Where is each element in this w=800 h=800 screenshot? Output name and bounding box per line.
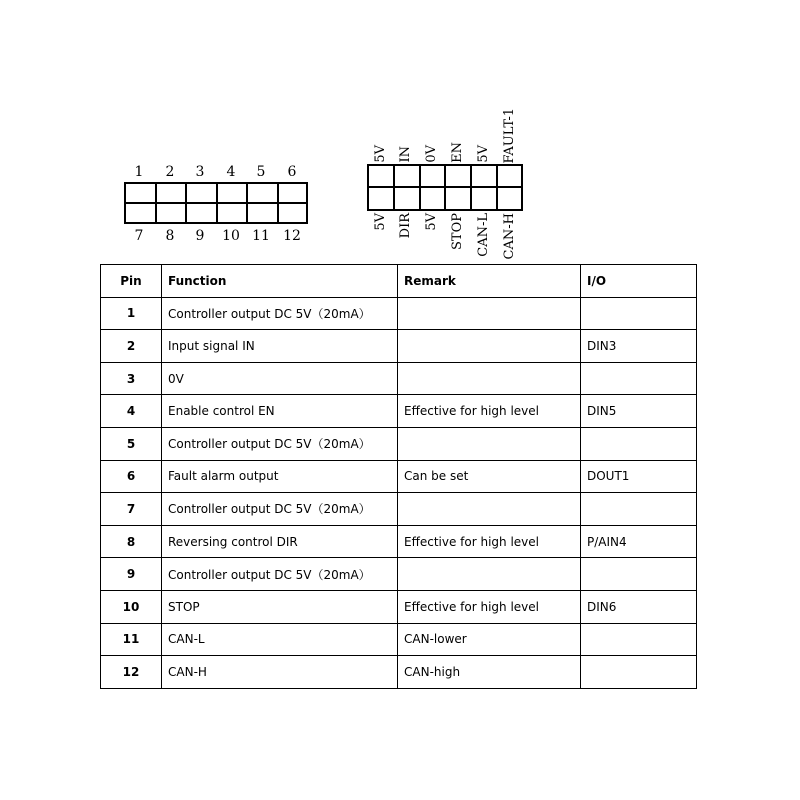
cell-function: CAN-L: [162, 623, 398, 656]
table-row: [101, 460, 697, 493]
pin-definition-table: [100, 264, 697, 689]
cell-remark: Effective for high level: [398, 525, 581, 558]
header-pin: Pin: [101, 265, 162, 298]
header-remark: Remark: [398, 265, 581, 298]
pin-cell-1: [124, 182, 157, 204]
pin-number-3: 3: [195, 164, 205, 180]
signal-cell-4: [444, 164, 472, 188]
cell-function: Fault alarm output: [162, 460, 398, 493]
cell-function: Reversing control DIR: [162, 525, 398, 558]
table-row: [101, 330, 697, 363]
signal-cell-10: [444, 186, 472, 211]
cell-pin: 2: [101, 330, 162, 363]
cell-function: Controller output DC 5V（20mA）: [162, 427, 398, 460]
signal-cell-1: [367, 164, 395, 188]
pin-cell-10: [216, 202, 248, 224]
cell-remark: [398, 427, 581, 460]
cell-pin: 12: [101, 656, 162, 689]
table-row: [101, 558, 697, 591]
signal-label-fault-1: FAULT-1: [502, 107, 517, 163]
cell-remark: [398, 330, 581, 363]
cell-function: Enable control EN: [162, 395, 398, 428]
pin-cell-12: [277, 202, 308, 224]
cell-io: DIN6: [581, 590, 697, 623]
signal-label-can-l: CAN-L: [476, 213, 491, 257]
cell-remark: CAN-lower: [398, 623, 581, 656]
cell-pin: 4: [101, 395, 162, 428]
pin-cell-4: [216, 182, 248, 204]
table-row: [101, 525, 697, 558]
pin-number-5: 5: [256, 164, 266, 180]
cell-function: Input signal IN: [162, 330, 398, 363]
cell-io: DIN5: [581, 395, 697, 428]
table-row: [101, 623, 697, 656]
header-io: I/O: [581, 265, 697, 298]
cell-io: [581, 362, 697, 395]
cell-remark: Can be set: [398, 460, 581, 493]
cell-io: [581, 297, 697, 330]
pin-cell-6: [277, 182, 308, 204]
pin-number-4: 4: [226, 164, 236, 180]
pin-number-2: 2: [165, 164, 175, 180]
cell-io: [581, 427, 697, 460]
table-row: [101, 493, 697, 526]
cell-function: Controller output DC 5V（20mA）: [162, 493, 398, 526]
cell-io: DIN3: [581, 330, 697, 363]
signal-cell-6: [496, 164, 523, 188]
signal-label-5v-top-1: 5V: [373, 145, 388, 163]
cell-pin: 5: [101, 427, 162, 460]
pin-cell-5: [246, 182, 279, 204]
table-row: [101, 427, 697, 460]
cell-remark: Effective for high level: [398, 590, 581, 623]
table-row: [101, 362, 697, 395]
cell-function: CAN-H: [162, 656, 398, 689]
signal-label-5v-bottom-1: 5V: [373, 213, 388, 231]
cell-io: DOUT1: [581, 460, 697, 493]
cell-io: [581, 493, 697, 526]
pin-cell-2: [155, 182, 187, 204]
signal-label-dir: DIR: [398, 213, 413, 239]
cell-pin: 8: [101, 525, 162, 558]
cell-remark: CAN-high: [398, 656, 581, 689]
signal-cell-12: [496, 186, 523, 211]
cell-remark: [398, 558, 581, 591]
cell-pin: 1: [101, 297, 162, 330]
table-row: [101, 395, 697, 428]
pin-number-7: 7: [134, 228, 144, 244]
cell-pin: 3: [101, 362, 162, 395]
pin-number-1: 1: [134, 164, 144, 180]
signal-cell-3: [419, 164, 446, 188]
signal-cell-5: [470, 164, 498, 188]
cell-remark: [398, 493, 581, 526]
signal-label-in: IN: [398, 146, 413, 163]
signal-label-0v: 0V: [424, 145, 439, 163]
signal-label-stop: STOP: [450, 213, 465, 250]
header-function: Function: [162, 265, 398, 298]
cell-io: [581, 558, 697, 591]
pin-cell-7: [124, 202, 157, 224]
pin-number-10: 10: [222, 228, 240, 244]
cell-function: STOP: [162, 590, 398, 623]
cell-remark: Effective for high level: [398, 395, 581, 428]
pin-number-9: 9: [195, 228, 205, 244]
cell-pin: 9: [101, 558, 162, 591]
signal-cell-9: [419, 186, 446, 211]
signal-cell-2: [393, 164, 421, 188]
signal-label-5v-top-2: 5V: [476, 145, 491, 163]
cell-io: P/AIN4: [581, 525, 697, 558]
signal-cell-8: [393, 186, 421, 211]
cell-remark: [398, 297, 581, 330]
cell-pin: 11: [101, 623, 162, 656]
table-row: [101, 656, 697, 689]
pin-cell-8: [155, 202, 187, 224]
signal-cell-7: [367, 186, 395, 211]
pin-cell-3: [185, 182, 218, 204]
cell-remark: [398, 362, 581, 395]
pin-number-11: 11: [252, 228, 270, 244]
cell-function: 0V: [162, 362, 398, 395]
cell-io: [581, 623, 697, 656]
table-header-row: [101, 265, 697, 298]
signal-label-can-h: CAN-H: [502, 213, 517, 260]
pin-cell-9: [185, 202, 218, 224]
cell-function: Controller output DC 5V（20mA）: [162, 297, 398, 330]
signal-label-en: EN: [450, 142, 465, 163]
cell-function: Controller output DC 5V（20mA）: [162, 558, 398, 591]
table-row: [101, 590, 697, 623]
signal-label-5v-bottom-2: 5V: [424, 213, 439, 231]
pin-number-8: 8: [165, 228, 175, 244]
signal-cell-11: [470, 186, 498, 211]
pin-number-12: 12: [283, 228, 301, 244]
cell-io: [581, 656, 697, 689]
pin-cell-11: [246, 202, 279, 224]
table-row: [101, 297, 697, 330]
cell-pin: 10: [101, 590, 162, 623]
cell-pin: 6: [101, 460, 162, 493]
pin-number-6: 6: [287, 164, 297, 180]
cell-pin: 7: [101, 493, 162, 526]
